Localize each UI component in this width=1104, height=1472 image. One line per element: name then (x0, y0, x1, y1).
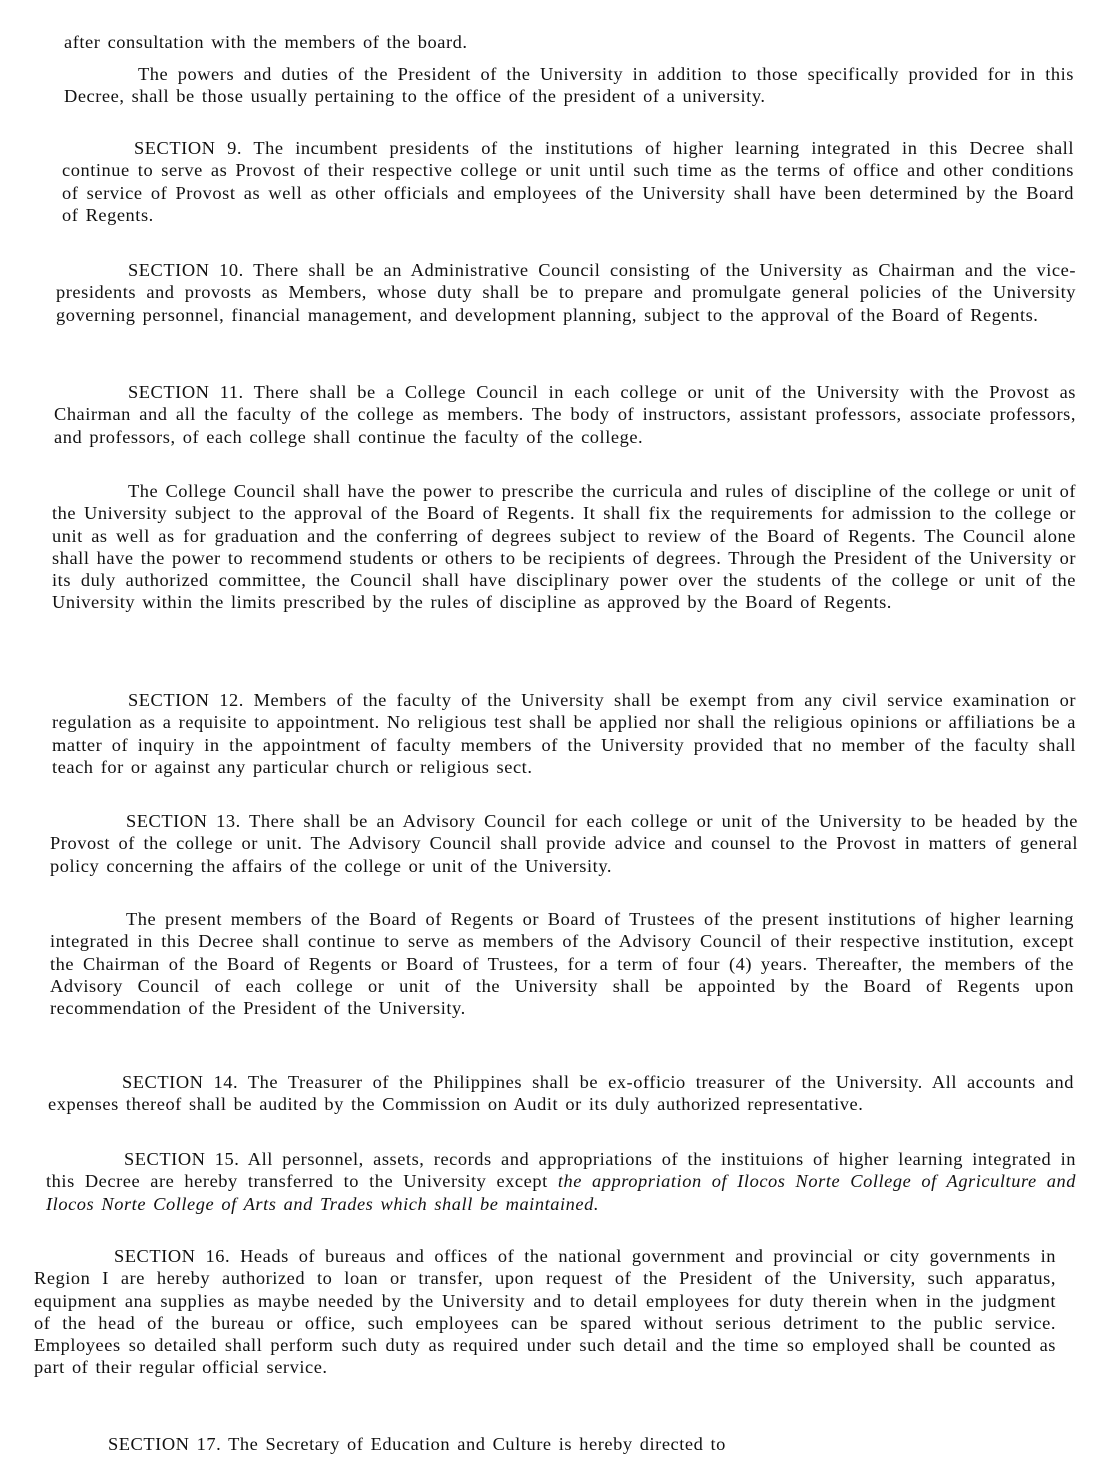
section-12-paragraph (52, 689, 1076, 778)
advisory-council-members-paragraph (50, 908, 1074, 1019)
paragraph-italic-text: the appropriation of Ilocos Norte College of Agriculture and Ilocos Norte College of Arts and Trades which shall be maintained. (46, 1171, 1076, 1214)
section-9-paragraph (62, 137, 1074, 226)
section-16-paragraph (34, 1245, 1056, 1379)
section-10-paragraph (56, 259, 1076, 326)
college-council-powers-paragraph (52, 480, 1076, 614)
paragraph-president-powers (64, 63, 1074, 108)
section-15-paragraph (46, 1148, 1076, 1215)
section-13-paragraph (50, 810, 1078, 877)
section-14-paragraph (48, 1071, 1074, 1116)
paragraph-text: The present members of the Board of Regents or Board of Trustees of the present institutions of higher learning integrated in this Decree shall continue to serve as members of the Advisory Council of their respective institution, except the Chairman of the Board of Regents or Board of Trustees, for a term of four (4) years. Thereafter, the members of the Advisory Council of each college or unit of the University shall be appointed by the Board of Regents upon recommendation of the President of the University. (50, 909, 1074, 1019)
paragraph-text: The powers and duties of the President of the University in addition to those specifically provided for in this Decree, shall be those usually pertaining to the office of the president of a university. (64, 64, 1074, 107)
paragraph-text: SECTION 17. The Secretary of Education and Culture is hereby directed to (108, 1434, 726, 1454)
paragraph-text: SECTION 13. There shall be an Advisory Council for each college or unit of the University to be headed by the Provost of the college or unit. The Advisory Council shall provide advice and counsel to the Provost in matters of general policy concerning the affairs of the college or unit of the University. (50, 811, 1078, 876)
paragraph-text: The College Council shall have the power to prescribe the curricula and rules of discipline of the college or unit of the University subject to the approval of the Board of Regents. It shall fix the requirements for admission to the college or unit as well as for graduation and the conferring of degrees subject to review of the Board of Regents. The Council alone shall have the power to recommend students or others to be recipients of degrees. Through the President of the University or its duly authorized committee, the Council shall have disciplinary power over the students of the college or unit of the University within the limits prescribed by the rules of discipline as approved by the Board of Regents. (52, 481, 1076, 613)
paragraph-text: SECTION 11. There shall be a College Council in each college or unit of the University with the Provost as Chairman and all the faculty of the college as members. The body of instructors, assistant professors, associate professors, and professors, of each college shall continue the faculty of the college. (54, 382, 1076, 447)
paragraph-text: after consultation with the members of the board. (64, 32, 468, 52)
section-17-paragraph (32, 1433, 1054, 1455)
paragraph-text: SECTION 14. The Treasurer of the Philippines shall be ex-officio treasurer of the University. All accounts and expenses thereof shall be audited by the Commission on Audit or its duly authorized representative. (48, 1072, 1074, 1115)
paragraph-text: SECTION 9. The incumbent presidents of the institutions of higher learning integrated in this Decree shall continue to serve as Provost of their respective college or unit until such time as the terms of office and other conditions of service of Provost as well as other officials and employees of the University shall have been determined by the Board of Regents. (62, 138, 1074, 225)
paragraph-text: SECTION 12. Members of the faculty of the University shall be exempt from any civil service examination or regulation as a requisite to appointment. No religious test shall be applied nor shall the religious opinions or affiliations be a matter of inquiry in the appointment of faculty members of the University provided that no member of the faculty shall teach for or against any particular church or religious sect. (52, 690, 1076, 777)
paragraph-text: SECTION 15. All personnel, assets, records and appropriations of the instituions of higher learning integrated in this Decree are hereby transferred to the University except (46, 1149, 1076, 1192)
paragraph-text: SECTION 10. There shall be an Administrative Council consisting of the University as Chairman and the vice-presidents and provosts as Members, whose duty shall be to prepare and promulgate general policies of the University governing personnel, financial management, and development planning, subject to the approval of the Board of Regents. (56, 260, 1076, 325)
paragraph-continuation (64, 31, 664, 53)
paragraph-text: SECTION 16. Heads of bureaus and offices of the national government and provincial or city governments in Region I are hereby authorized to loan or transfer, upon request of the President of the University, such apparatus, equipment ana supplies as maybe needed by the University and to detail employees for duty therein when in the judgment of the head of the bureau or office, such employees can be spared without serious detriment to the public service. Employees so detailed shall perform such duty as required under such detail and the time so employed shall be counted as part of their regular official service. (34, 1246, 1056, 1378)
section-11-paragraph (54, 381, 1076, 448)
